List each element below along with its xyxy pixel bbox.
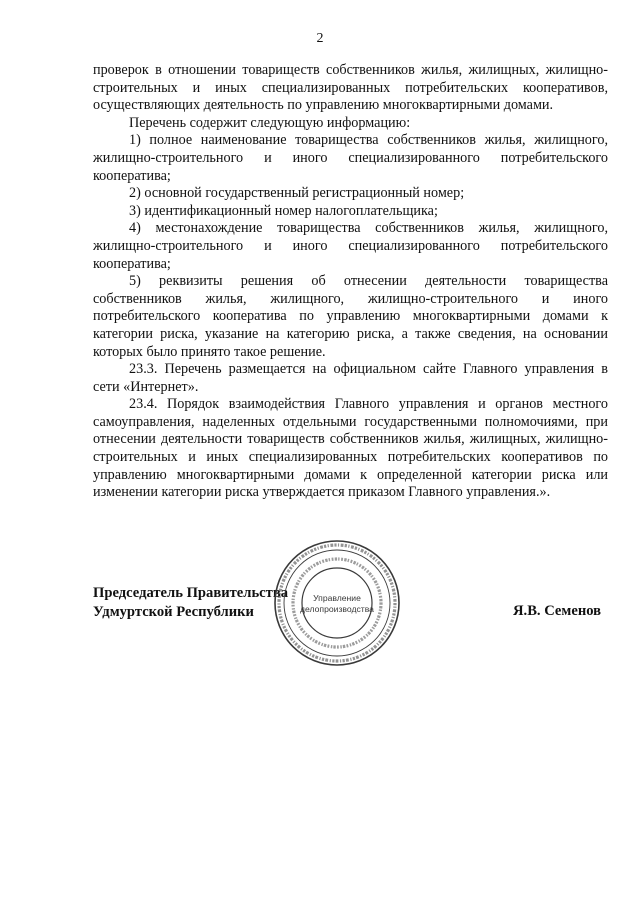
paragraph-23-3: 23.3. Перечень размещается на официальном сайте Главного управления в сети «Интернет». <box>93 361 608 395</box>
page-number: 2 <box>316 31 324 46</box>
signatory-title-line-1: Председатель Правительства <box>93 585 289 601</box>
stamp-center-line-1: Управление <box>313 593 361 603</box>
paragraph-23-4: 23.4. Порядок взаимодействия Главного управления и органов местного самоуправления, наделенных отдельными государственными полномочиями, при отнесении деятельности товариществ собственников жилья, жилищных, жилищно-строительных и иных специализированных потребительских кооперативов по управлению многоквартирными домами к определенной категории риска или изменении категории риска утверждается приказом Главного управления.». <box>93 396 608 501</box>
list-item-4: 4) местонахождение товарищества собственников жилья, жилищного, жилищно-строительного и иного специализированного потребительского кооператива; <box>93 220 608 272</box>
official-stamp-seal <box>272 538 402 668</box>
signatory-title <box>93 584 288 622</box>
paragraph-list-intro: Перечень содержит следующую информацию: <box>129 114 411 131</box>
list-item-3: 3) идентификационный номер налогоплательщика; <box>129 202 438 219</box>
paragraph-continuation: проверок в отношении товариществ собственников жилья, жилищных, жилищно-строительных и иных специализированных потребительских кооперативов, осуществляющих деятельность по управлению многоквартирными домами. <box>93 62 608 114</box>
list-item-1: 1) полное наименование товарищества собственников жилья, жилищного, жилищно-строительного и иного специализированного потребительского кооператива; <box>93 132 608 184</box>
list-item-5: 5) реквизиты решения об отнесении деятельности товарищества собственников жилья, жилищного, жилищно-строительного и иного потребительского кооператива по управлению многоквартирными домами к категории риска, указание на категорию риска, а также сведения, на основании которых было принято такое решение. <box>93 273 608 360</box>
stamp-center-line-2: делопроизводства <box>300 604 374 614</box>
list-item-2: 2) основной государственный регистрационный номер; <box>129 185 465 202</box>
stamp-inner-ring <box>302 568 372 638</box>
signatory-title-line-2: Удмуртской Республики <box>93 604 254 620</box>
body-text <box>93 62 608 502</box>
stamp-middle-ring <box>284 550 390 656</box>
signatory-name: Я.В. Семенов <box>513 603 602 619</box>
stamp-ring-lettering <box>279 545 395 661</box>
